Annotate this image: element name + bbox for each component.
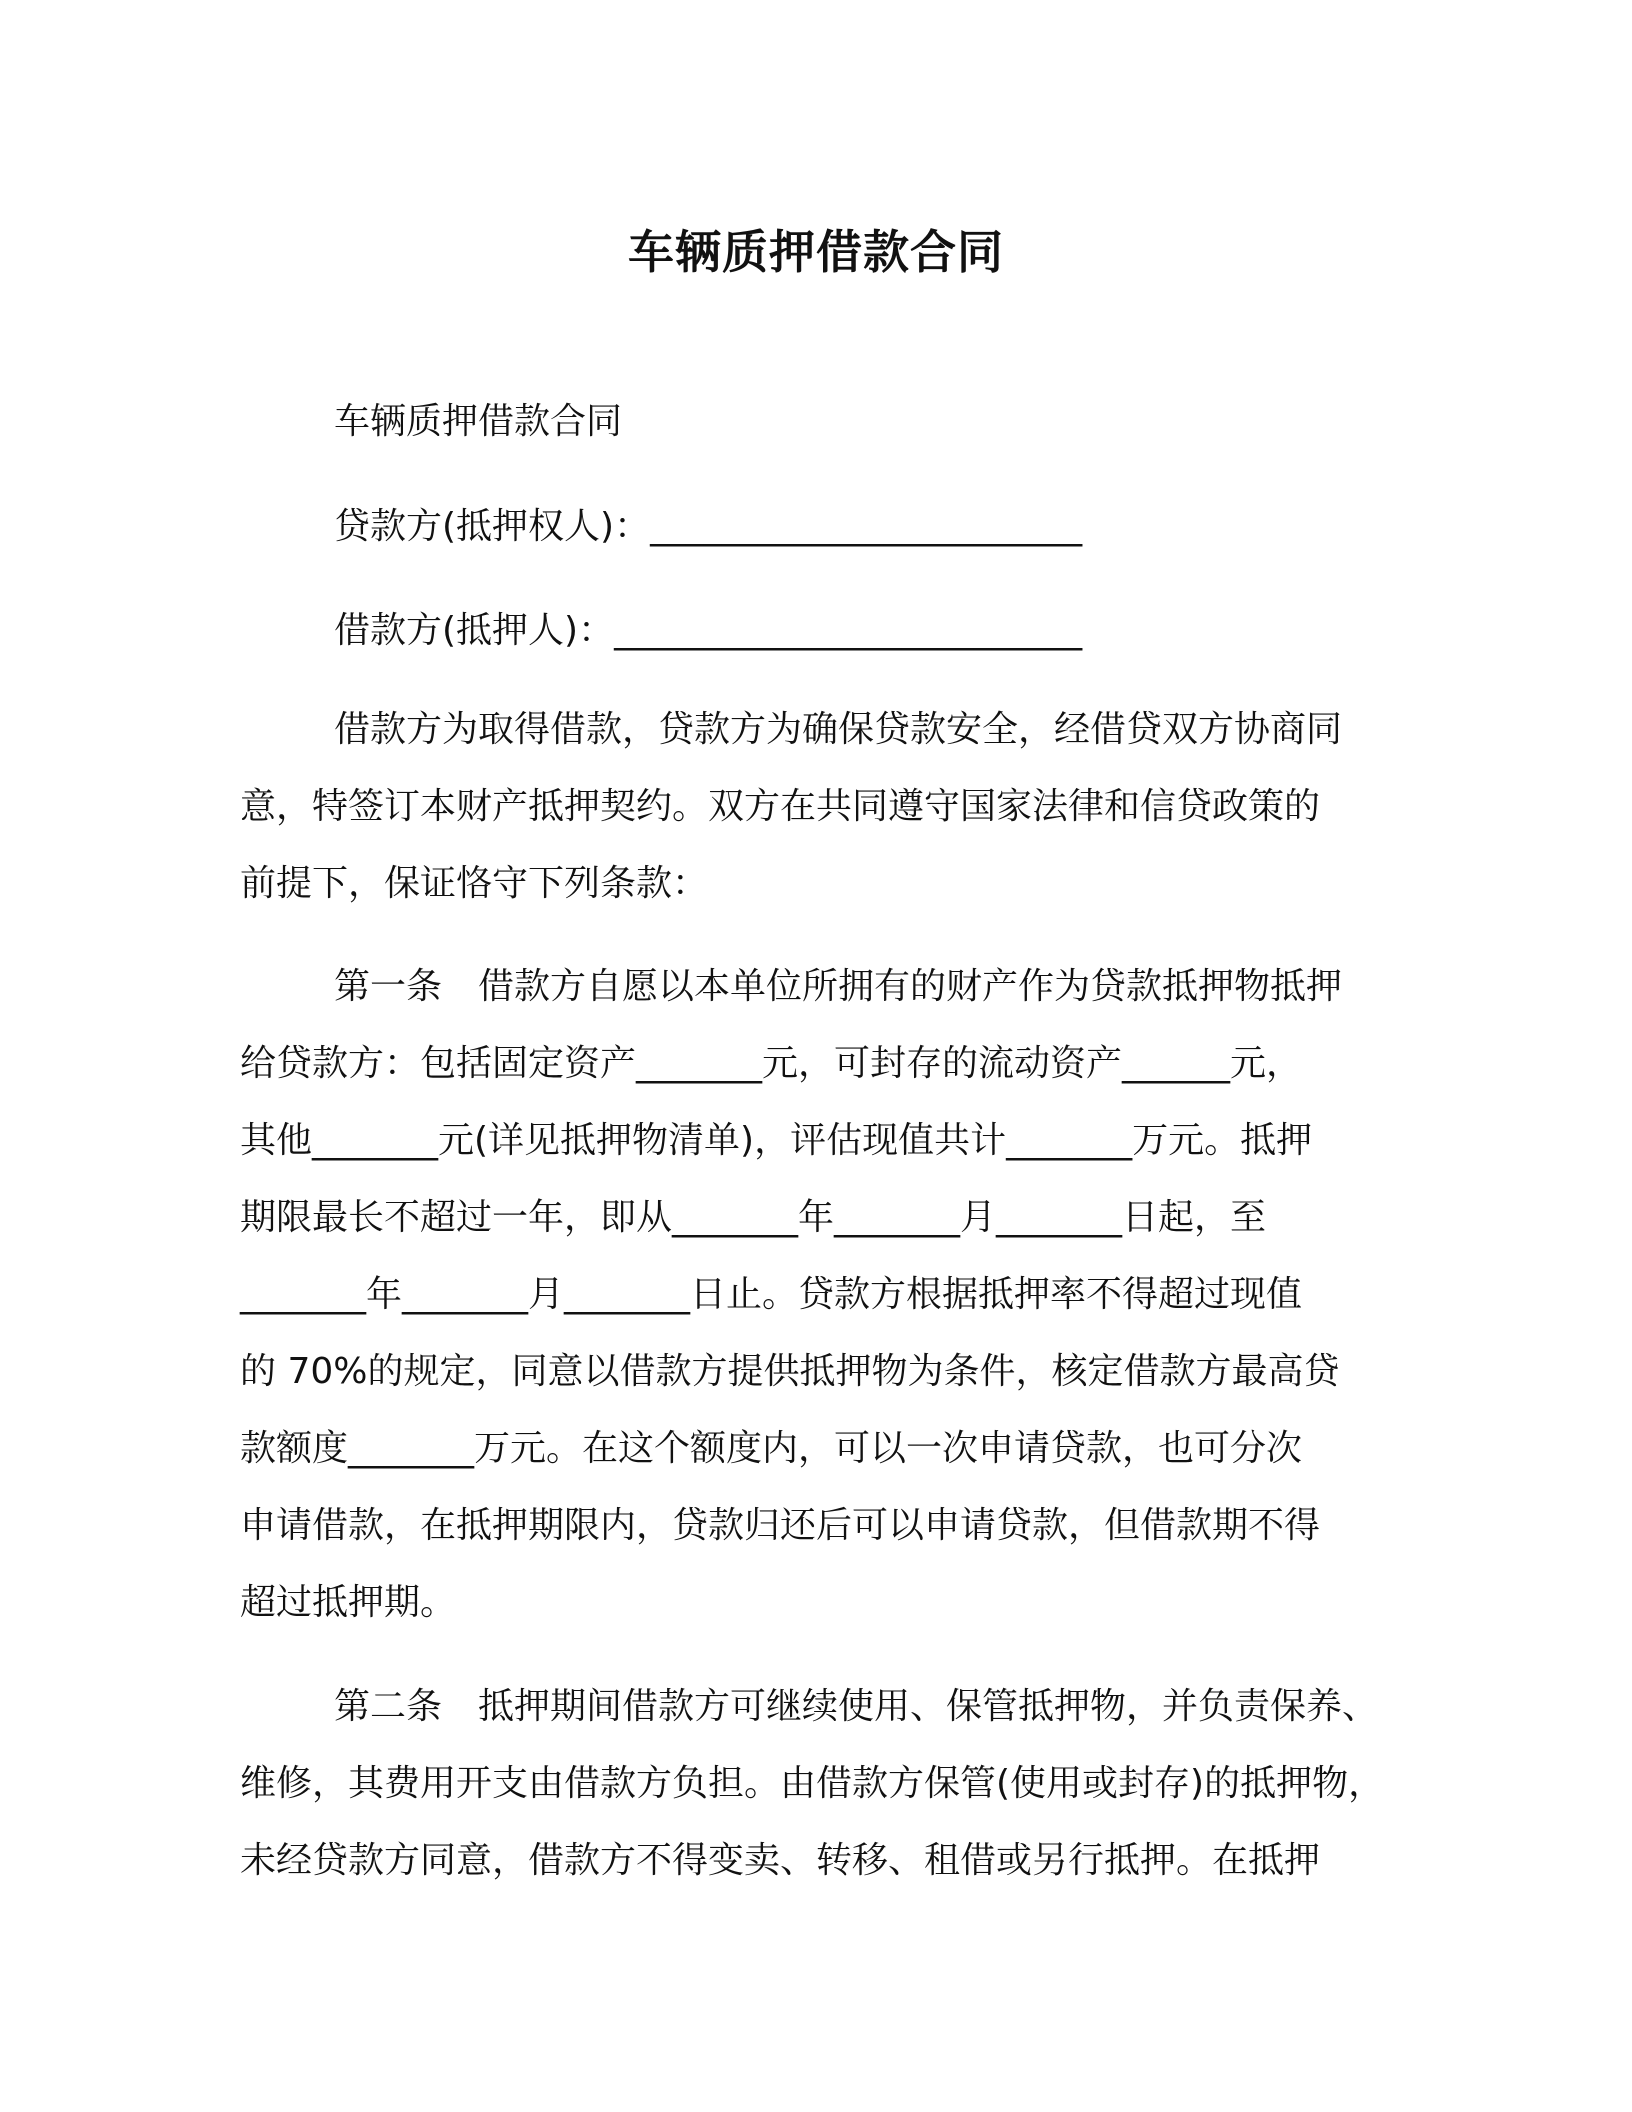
- article-1-line: 期限最长不超过一年，即从_______年_______月_______日起，至: [240, 1197, 1267, 1238]
- article-1-line: 申请借款，在抵押期限内，贷款归还后可以申请贷款，但借款期不得: [240, 1505, 1321, 1546]
- article-1-line: 的 70%的规定，同意以借款方提供抵押物为条件，核定借款方最高贷: [240, 1351, 1340, 1392]
- article-1-line: _______年_______月_______日止。贷款方根据抵押率不得超过现值: [240, 1274, 1303, 1315]
- borrower-line: 借款方(抵押人)：__________________________: [334, 610, 1083, 651]
- article-1-line: 给贷款方：包括固定资产_______元，可封存的流动资产______元，: [240, 1043, 1303, 1084]
- article-1-line: 超过抵押期。: [240, 1582, 457, 1623]
- paragraph-line: 意，特签订本财产抵押契约。双方在共同遵守国家法律和信贷政策的: [240, 786, 1321, 827]
- article-1-line: 款额度_______万元。在这个额度内，可以一次申请贷款，也可分次: [240, 1428, 1303, 1469]
- document-title: 车辆质押借款合同: [628, 225, 1004, 279]
- article-2-line: 未经贷款方同意，借款方不得变卖、转移、租借或另行抵押。在抵押: [240, 1840, 1321, 1881]
- article-2-line: 第二条 抵押期间借款方可继续使用、保管抵押物，并负责保养、: [334, 1686, 1379, 1727]
- article-1-line: 第一条 借款方自愿以本单位所拥有的财产作为贷款抵押物抵押: [334, 966, 1343, 1007]
- lender-line: 贷款方(抵押权人)：________________________: [334, 506, 1083, 547]
- article-2-line: 维修，其费用开支由借款方负担。由借款方保管(使用或封存)的抵押物，: [240, 1763, 1385, 1804]
- subtitle-line: 车辆质押借款合同: [334, 401, 623, 442]
- paragraph-line: 借款方为取得借款，贷款方为确保贷款安全，经借贷双方协商同: [334, 709, 1343, 750]
- paragraph-line: 前提下，保证恪守下列条款：: [240, 863, 709, 904]
- article-1-line: 其他_______元(详见抵押物清单)，评估现值共计_______万元。抵押: [240, 1120, 1313, 1161]
